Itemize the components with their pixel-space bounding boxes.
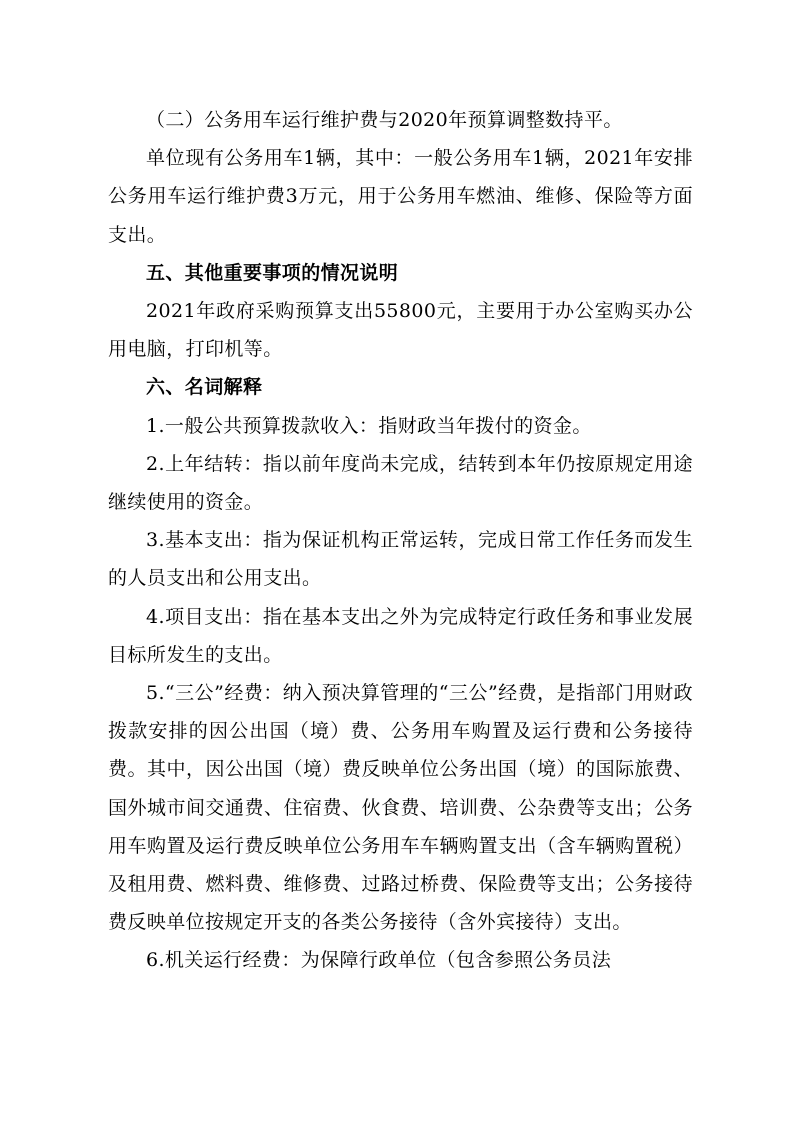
section-heading-other-matters: 五、其他重要事项的情况说明	[146, 261, 399, 284]
paragraph-vehicle-count: 单位现有公务用车1辆，其中：一般公务用车1辆，2021年安排公务用车运行维护费3万元，用于公务用车燃油、维修、保险等方面支出。	[108, 147, 693, 246]
paragraph-vehicle-maintenance-fee: （二）公务用车运行维护费与2020年预算调整数持平。	[146, 109, 623, 131]
glossary-item-2: 2.上年结转：指以前年度尚未完成，结转到本年仍按原规定用途继续使用的资金。	[108, 452, 693, 514]
paragraph-procurement: 2021年政府采购预算支出55800元，主要用于办公室购买办公用电脑，打印机等。	[108, 300, 693, 361]
document-body	[108, 101, 693, 980]
glossary-item-1: 1.一般公共预算拨款收入：指财政当年拨付的资金。	[146, 414, 592, 437]
glossary-item-4: 4.项目支出：指在基本支出之外为完成特定行政任务和事业发展目标所发生的支出。	[108, 605, 693, 666]
section-heading-glossary: 六、名词解释	[146, 376, 263, 399]
glossary-item-5: 5.“三公”经费：纳入预决算管理的“三公”经费，是指部门用财政拨款安排的因公出国（境）费、公务用车购置及运行费和公务接待费。其中，因公出国（境）费反映单位公务出国（境）的国际旅费、国外城市间交通费、住宿费、伙食费、培训费、公杂费等支出；公务用车购置及运行费反映单位公务用车车辆购置支出（含车辆购置税）及租用费、燃料费、维修费、过路过桥费、保险费等支出；公务接待费反映单位按规定开支的各类公务接待（含外宾接待）支出。	[108, 682, 693, 934]
glossary-item-3: 3.基本支出：指为保证机构正常运转，完成日常工作任务而发生的人员支出和公用支出。	[108, 529, 693, 590]
glossary-item-6: 6.机关运行经费：为保障行政单位（包含参照公务员法	[146, 949, 612, 972]
